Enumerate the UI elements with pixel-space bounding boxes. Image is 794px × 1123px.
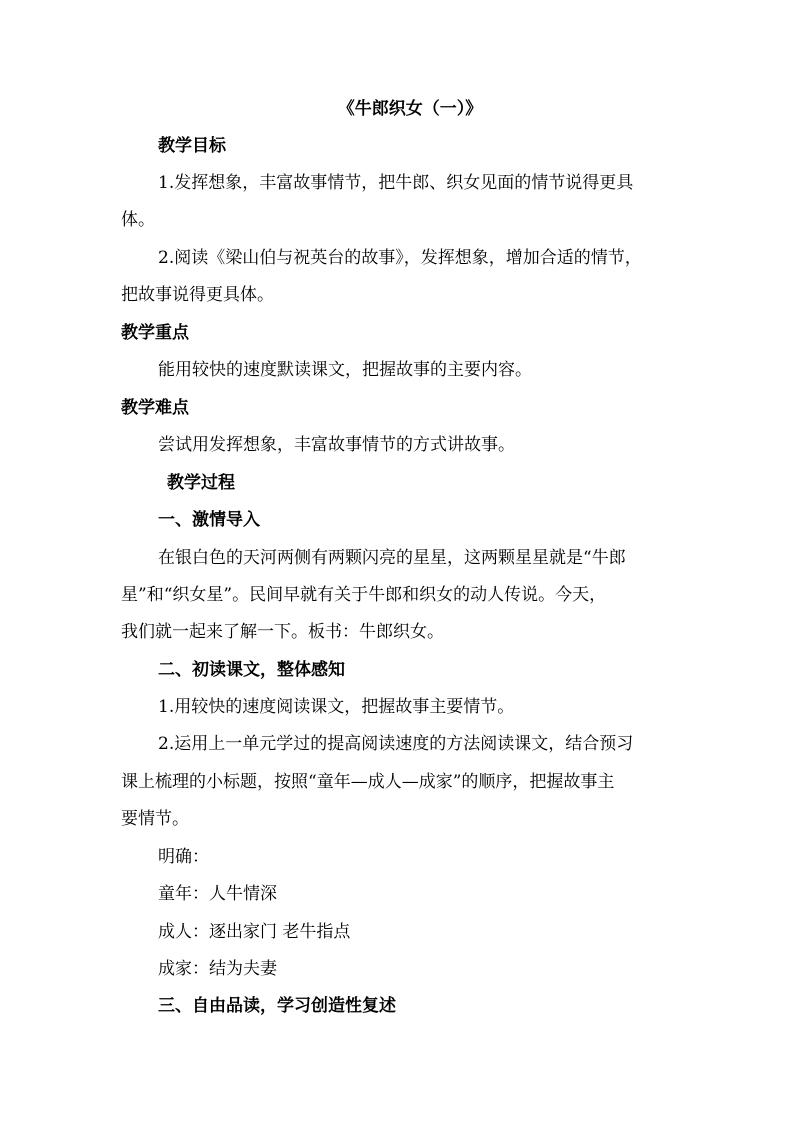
section-2-item-1: 1.用较快的速度阅读课文，把握故事主要情节。 — [158, 697, 515, 717]
objective-2-line-2: 把故事说得更具体。 — [121, 285, 274, 305]
clarify-adult: 成人：逐出家门 老牛指点 — [158, 922, 351, 942]
difficulties-heading: 教学难点 — [121, 398, 189, 418]
section-3-heading: 三、自由品读，学习创造性复述 — [158, 996, 396, 1016]
section-1-line-3: 我们就一起来了解一下。板书：牛郎织女。 — [121, 622, 444, 642]
section-1-line-1: 在银白色的天河两侧有两颗闪亮的星星，这两颗星星就是“牛郎 — [158, 548, 626, 568]
section-2-item-2-line-3: 要情节。 — [121, 809, 189, 829]
objective-2-line-1: 2.阅读《梁山伯与祝英台的故事》，发挥想象，增加合适的情节， — [158, 248, 642, 268]
section-2-item-2-line-2: 课上梳理的小标题，按照“童年—成人—成家”的顺序，把握故事主 — [121, 772, 615, 792]
objective-1-line-1: 1.发挥想象，丰富故事情节，把牛郎、织女见面的情节说得更具 — [158, 173, 634, 193]
section-1-heading: 一、激情导入 — [158, 510, 260, 530]
objectives-heading: 教学目标 — [158, 136, 226, 156]
section-1-line-2: 星”和“织女星”。民间早就有关于牛郎和织女的动人传说。今天， — [121, 585, 607, 605]
section-2-item-2-line-1: 2.运用上一单元学过的提高阅读速度的方法阅读课文，结合预习 — [158, 734, 634, 754]
key-points-text: 能用较快的速度默读课文，把握故事的主要内容。 — [158, 360, 532, 380]
difficulties-text: 尝试用发挥想象，丰富故事情节的方式讲故事。 — [158, 435, 515, 455]
objective-1-line-2: 体。 — [121, 210, 155, 230]
clarify-label: 明确： — [158, 847, 209, 867]
process-heading: 教学过程 — [167, 473, 235, 493]
clarify-childhood: 童年：人牛情深 — [158, 884, 277, 904]
key-points-heading: 教学重点 — [121, 323, 189, 343]
document-title: 《牛郎织女（一）》 — [337, 99, 483, 119]
section-2-heading: 二、初读课文，整体感知 — [158, 660, 345, 680]
clarify-family: 成家：结为夫妻 — [158, 959, 277, 979]
